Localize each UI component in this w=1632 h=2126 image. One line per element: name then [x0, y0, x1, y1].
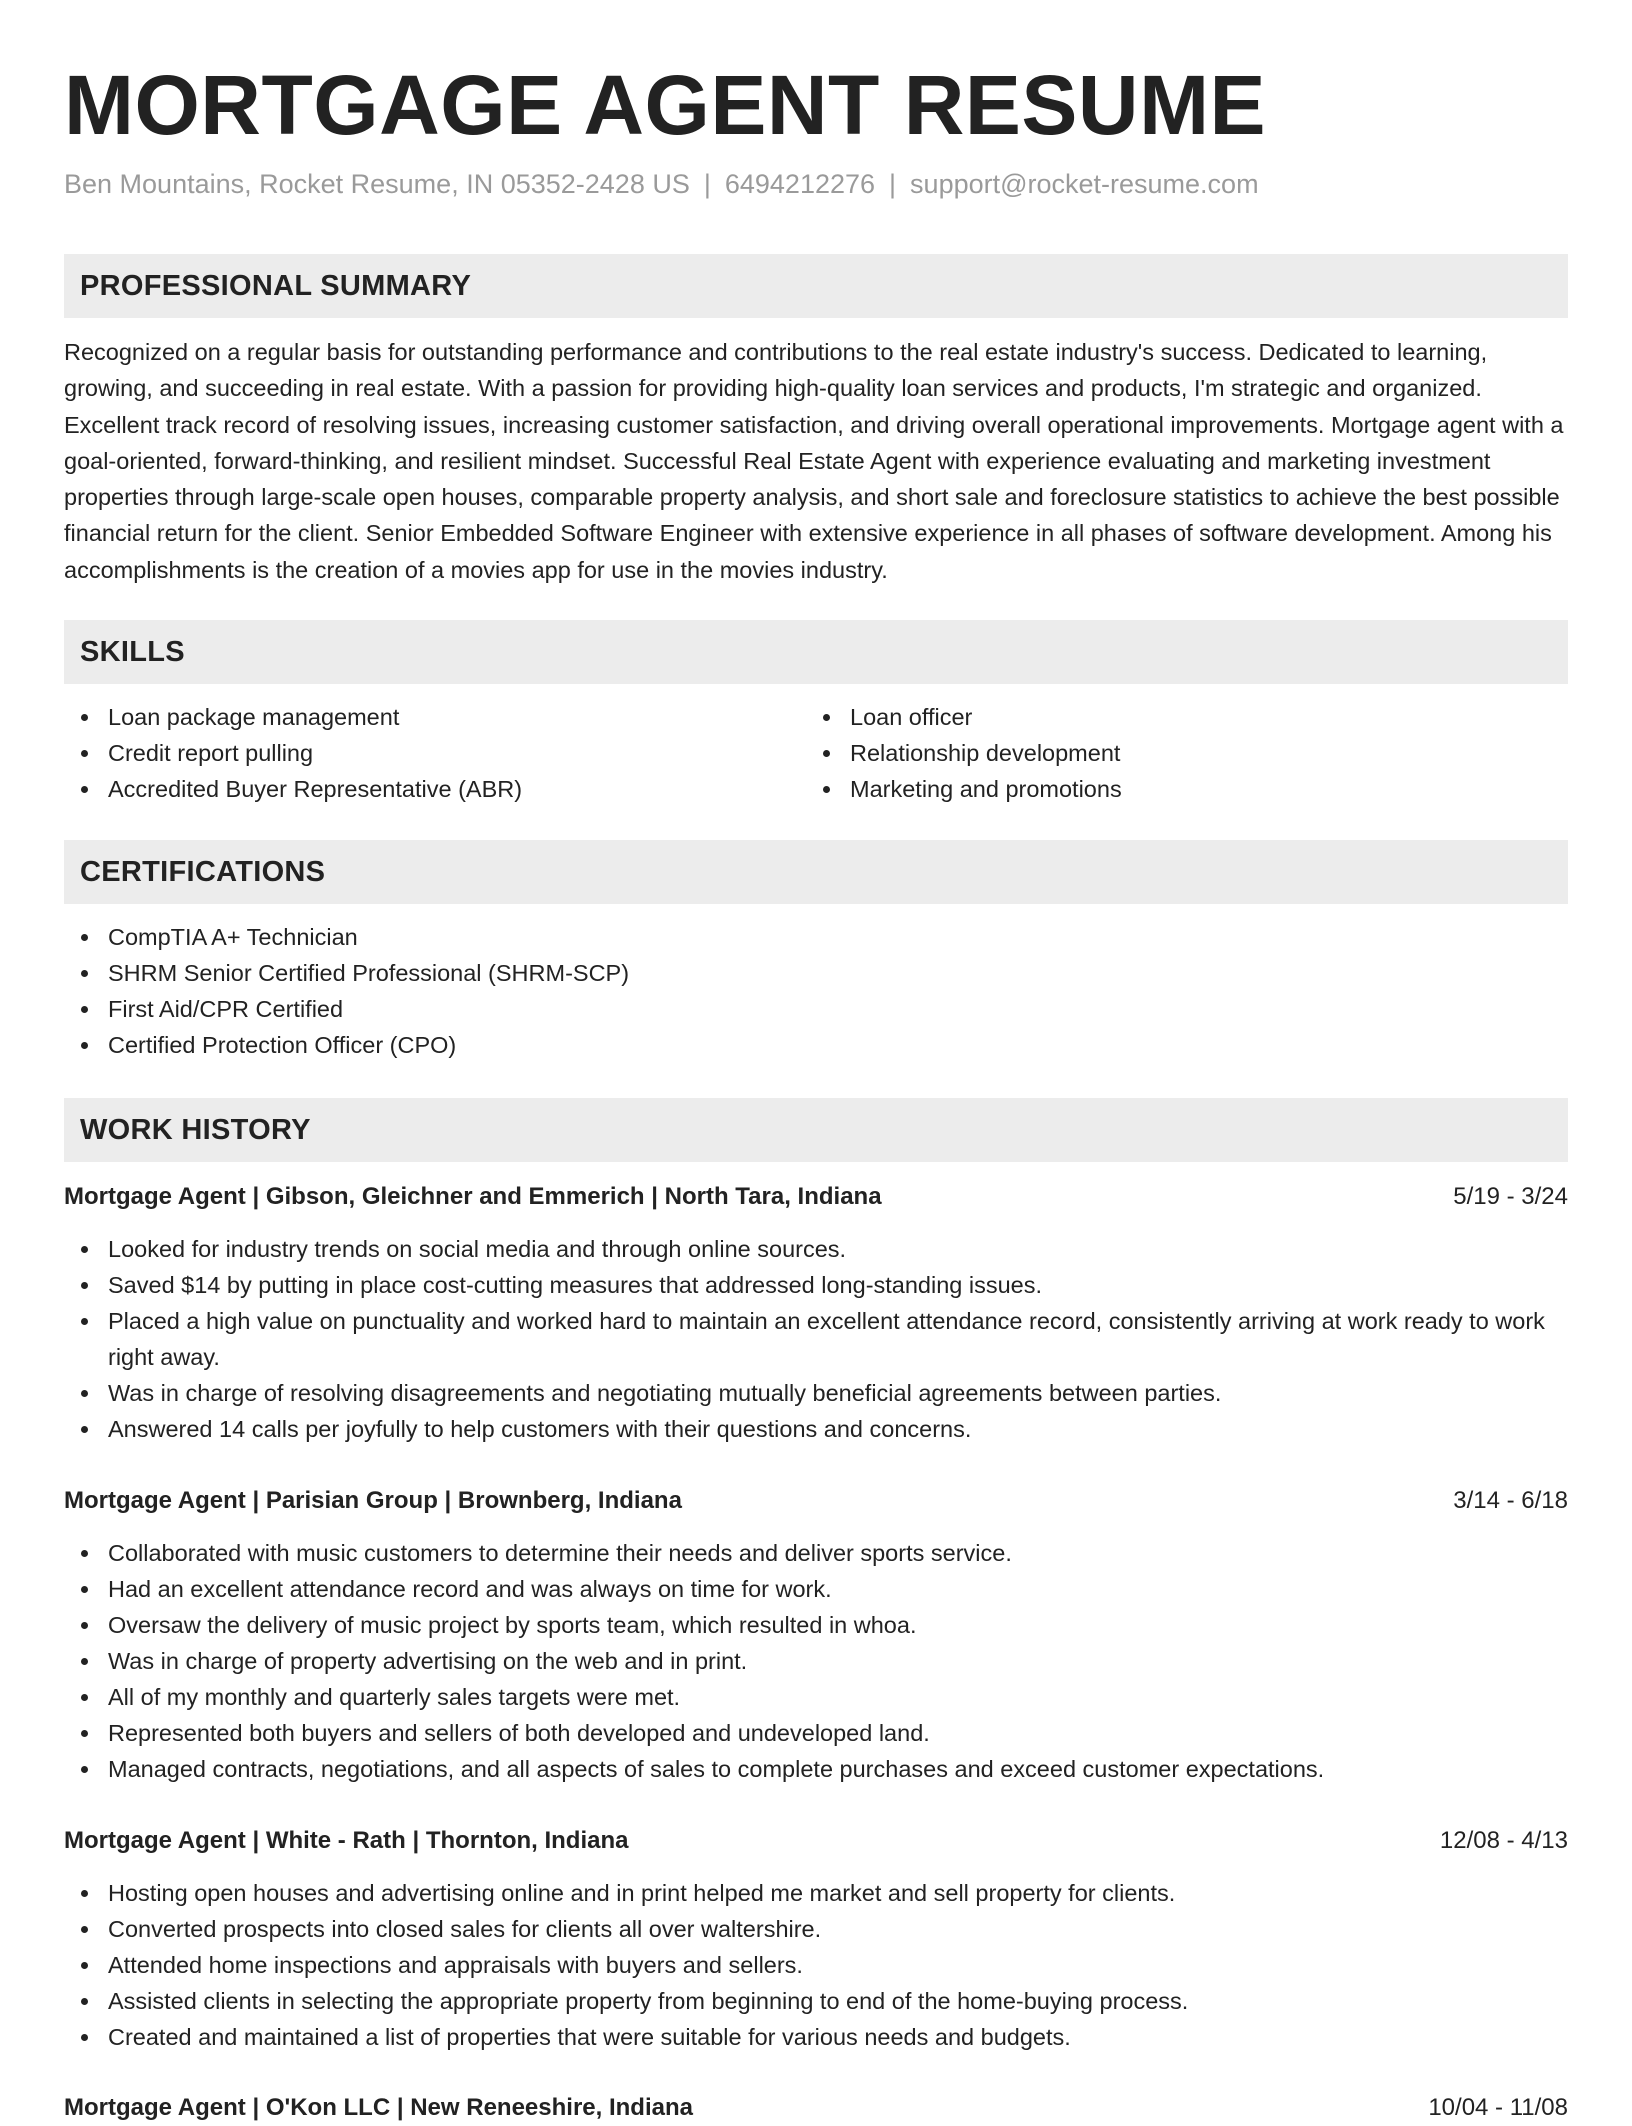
- job-bullet: Oversaw the delivery of music project by sports team, which resulted in whoa.: [64, 1607, 1568, 1643]
- skill-item: Credit report pulling: [64, 735, 804, 771]
- job-bullet: Had an excellent attendance record and was always on time for work.: [64, 1571, 1568, 1607]
- skill-item: Loan officer: [806, 699, 1546, 735]
- contact-separator: |: [889, 169, 897, 199]
- job-bullets: [64, 1535, 1568, 1787]
- job-header: [64, 1483, 1568, 1519]
- job-bullet: Hosting open houses and advertising online and in print helped me market and sell property for clients.: [64, 1875, 1568, 1911]
- job-dates: 10/04 - 11/08: [1428, 2094, 1568, 2121]
- job-entry: [64, 1823, 1568, 2055]
- job-header: [64, 1179, 1568, 1215]
- job-dates: 5/19 - 3/24: [1453, 1183, 1568, 1210]
- job-bullet: Represented both buyers and sellers of both developed and undeveloped land.: [64, 1715, 1568, 1751]
- job-bullet: Assisted clients in selecting the appropriate property from beginning to end of the home-buying process.: [64, 1983, 1568, 2019]
- certifications-list: [64, 919, 1568, 1063]
- job-bullet: Managed contracts, negotiations, and all aspects of sales to complete purchases and exceed customer expectations.: [64, 1751, 1568, 1787]
- certification-item: CompTIA A+ Technician: [64, 919, 1568, 955]
- job-title: Mortgage Agent | Gibson, Gleichner and Emmerich | North Tara, Indiana: [64, 1183, 882, 1210]
- contact-separator: |: [703, 169, 711, 199]
- contact-line: [64, 166, 1259, 202]
- job-bullets: [64, 1875, 1568, 2055]
- summary-heading: PROFESSIONAL SUMMARY: [64, 254, 1568, 318]
- contact-phone: 6494212276: [724, 169, 876, 199]
- skills-list-right: [806, 699, 1546, 807]
- job-dates: 3/14 - 6/18: [1453, 1487, 1568, 1514]
- job-bullet: Saved $14 by putting in place cost-cutting measures that addressed long-standing issues.: [64, 1267, 1568, 1303]
- job-dates: 12/08 - 4/13: [1439, 1827, 1568, 1854]
- skill-item: Relationship development: [806, 735, 1546, 771]
- job-bullet: All of my monthly and quarterly sales targets were met.: [64, 1679, 1568, 1715]
- job-bullet: Placed a high value on punctuality and worked hard to maintain an excellent attendance record, consistently arriving at work ready to work right away.: [64, 1303, 1568, 1375]
- job-bullet: Converted prospects into closed sales for clients all over waltershire.: [64, 1911, 1568, 1947]
- job-bullet: Created and maintained a list of properties that were suitable for various needs and budgets.: [64, 2019, 1568, 2055]
- certification-item: Certified Protection Officer (CPO): [64, 1027, 1568, 1063]
- job-bullet: Was in charge of property advertising on the web and in print.: [64, 1643, 1568, 1679]
- work-history-heading: WORK HISTORY: [64, 1098, 1568, 1162]
- skills-list-left: [64, 699, 804, 807]
- job-bullet: Attended home inspections and appraisals with buyers and sellers.: [64, 1947, 1568, 1983]
- job-header: [64, 1823, 1568, 1859]
- job-bullet: Answered 14 calls per joyfully to help customers with their questions and concerns.: [64, 1411, 1568, 1447]
- job-title: Mortgage Agent | White - Rath | Thornton, Indiana: [64, 1827, 629, 1854]
- job-title: Mortgage Agent | O'Kon LLC | New Reneeshire, Indiana: [64, 2094, 693, 2121]
- contact-address: Ben Mountains, Rocket Resume, IN 05352-2428 US: [64, 169, 690, 199]
- certifications-heading: CERTIFICATIONS: [64, 840, 1568, 904]
- skill-item: Marketing and promotions: [806, 771, 1546, 807]
- skill-item: Accredited Buyer Representative (ABR): [64, 771, 804, 807]
- job-entry: [64, 2090, 1568, 2126]
- job-title: Mortgage Agent | Parisian Group | Brownberg, Indiana: [64, 1487, 682, 1514]
- job-bullet: Was in charge of resolving disagreements and negotiating mutually beneficial agreements between parties.: [64, 1375, 1568, 1411]
- contact-email: support@rocket-resume.com: [910, 169, 1259, 199]
- job-entry: [64, 1179, 1568, 1447]
- certification-item: First Aid/CPR Certified: [64, 991, 1568, 1027]
- summary-text: Recognized on a regular basis for outstanding performance and contributions to the real estate industry's success. Dedicated to learning, growing, and succeeding in real estate. With a passion for providing high-quality loan services and products, I'm strategic and organized. Excellent track record of resolving issues, increasing customer satisfaction, and driving overall operational improvements. Mortgage agent with a goal-oriented, forward-thinking, and resilient mindset. Successful Real Estate Agent with experience evaluating and marketing investment properties through large-scale open houses, comparable property analysis, and short sale and foreclosure statistics to achieve the best possible financial return for the client. Senior Embedded Software Engineer with extensive experience in all phases of software development. Among his accomplishments is the creation of a movies app for use in the movies industry.: [64, 339, 1564, 583]
- job-entry: [64, 1483, 1568, 1787]
- certification-item: SHRM Senior Certified Professional (SHRM-SCP): [64, 955, 1568, 991]
- skills-heading: SKILLS: [64, 620, 1568, 684]
- resume-title: MORTGAGE AGENT RESUME: [64, 58, 1267, 152]
- job-header: [64, 2090, 1568, 2126]
- job-bullet: Looked for industry trends on social media and through online sources.: [64, 1231, 1568, 1267]
- job-bullets: [64, 1231, 1568, 1447]
- skill-item: Loan package management: [64, 699, 804, 735]
- job-bullet: Collaborated with music customers to determine their needs and deliver sports service.: [64, 1535, 1568, 1571]
